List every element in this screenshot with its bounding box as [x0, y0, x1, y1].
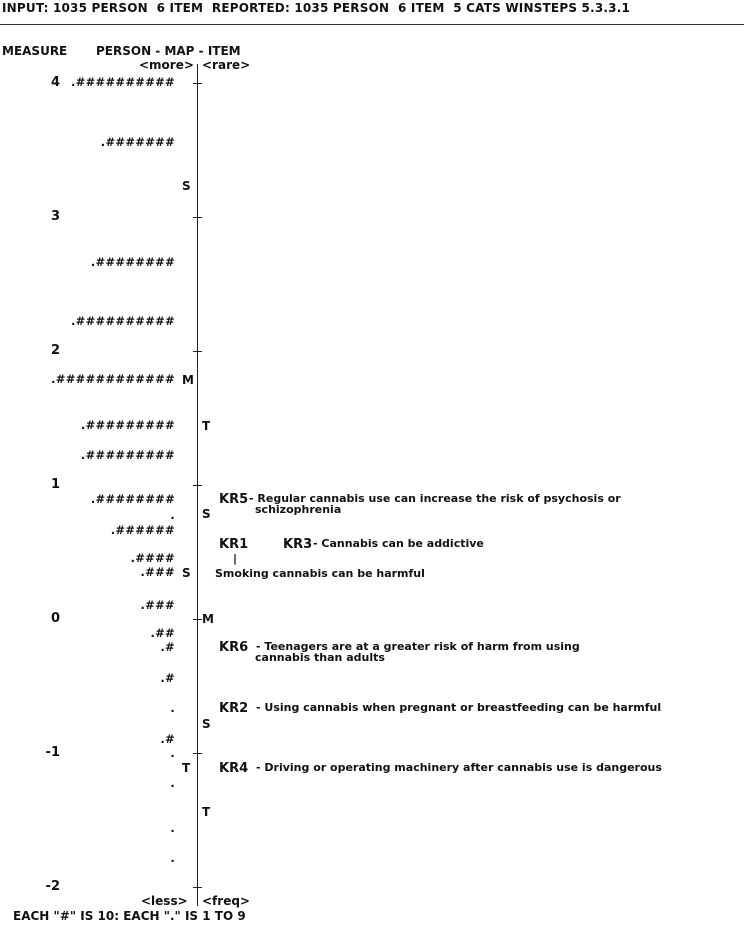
person-row: .: [170, 850, 175, 865]
person-row: .#########: [80, 447, 175, 462]
item-description: - Regular cannabis use can increase the risk of psychosis or: [249, 491, 621, 505]
y-axis-label: MEASURE: [2, 44, 68, 58]
item-connector: |: [233, 552, 238, 566]
header-divider: [0, 24, 744, 25]
y-tick-mark: [193, 351, 202, 352]
item-marker-S: S: [202, 507, 211, 522]
y-tick-label: 0: [50, 611, 60, 626]
person-row: .: [170, 746, 175, 761]
y-tick-mark: [193, 753, 202, 754]
item-description: - Driving or operating machinery after cannabis use is dangerous: [256, 761, 662, 775]
y-tick-mark: [193, 887, 202, 888]
y-tick-label: 3: [50, 209, 60, 224]
person-row: .########: [90, 491, 175, 506]
item-description: - Teenagers are at a greater risk of harm from using: [256, 640, 580, 654]
person-row: .##########: [70, 75, 175, 89]
person-row: .#: [160, 640, 175, 655]
header-summary: INPUT: 1035 PERSON 6 ITEM REPORTED: 1035 PERSON 6 ITEM 5 CATS WINSTEPS 5.3.3.1: [2, 1, 631, 15]
item-marker-T: T: [202, 419, 211, 434]
item-code: KR1: [219, 537, 249, 553]
item-description: - Using cannabis when pregnant or breastfeeding can be harmful: [256, 700, 662, 714]
y-tick-mark: [193, 485, 202, 486]
person-row: .######: [110, 522, 175, 537]
rare-label: <rare>: [202, 58, 251, 72]
person-row: .#: [160, 731, 175, 746]
legend-footer: EACH "#" IS 10: EACH "." IS 1 TO 9: [13, 909, 246, 923]
item-description: - Cannabis can be addictive: [313, 537, 484, 551]
person-row: .: [170, 775, 175, 790]
person-marker-S: S: [182, 566, 191, 581]
person-row: .###: [140, 597, 175, 612]
person-row: .: [170, 821, 175, 836]
y-tick-label: 2: [50, 343, 60, 358]
y-tick-mark: [193, 619, 202, 620]
freq-label: <freq>: [202, 894, 250, 908]
person-row: .#########: [80, 418, 175, 433]
item-code: KR3: [283, 537, 313, 553]
item-code: KR4: [219, 761, 249, 777]
y-tick-label: 1: [50, 477, 60, 492]
item-code: KR2: [219, 700, 249, 716]
item-description-cont: schizophrenia: [255, 502, 342, 516]
person-row: .####: [130, 550, 175, 565]
y-tick-label: -1: [45, 745, 60, 760]
more-label: <more>: [139, 58, 194, 72]
person-row: .: [170, 700, 175, 715]
y-tick-label: 4: [50, 75, 60, 90]
chart-title: PERSON - MAP - ITEM: [96, 44, 241, 58]
item-description: Smoking cannabis can be harmful: [215, 567, 425, 581]
person-row: .########: [90, 254, 175, 269]
person-marker-S: S: [182, 179, 191, 194]
item-marker-S: S: [202, 716, 211, 731]
y-tick-label: -2: [45, 879, 60, 894]
y-tick-mark: [193, 217, 202, 218]
item-code: KR6: [219, 640, 249, 656]
person-marker-T: T: [182, 760, 191, 775]
item-marker-T: T: [202, 804, 211, 819]
less-label: <less>: [141, 894, 188, 908]
person-row: .#######: [100, 135, 175, 150]
person-row: .###: [140, 565, 175, 580]
person-row: .############: [51, 372, 175, 387]
y-tick-mark: [193, 83, 202, 84]
item-code: KR5: [219, 491, 249, 507]
person-row: .##: [150, 625, 175, 640]
item-description-cont: cannabis than adults: [255, 651, 385, 665]
item-marker-M: M: [202, 612, 214, 626]
person-row: .##########: [70, 313, 175, 328]
person-marker-M: M: [182, 373, 194, 388]
person-row: .: [170, 507, 175, 522]
person-row: .#: [160, 671, 175, 686]
